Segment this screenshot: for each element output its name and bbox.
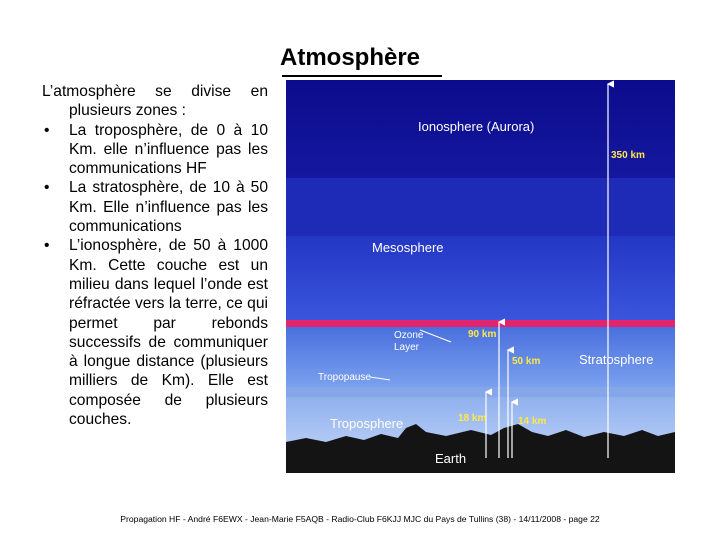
ionosphere-label: Ionosphere (Aurora) xyxy=(418,119,535,134)
tropopause-label: Tropopause xyxy=(318,372,371,383)
bullet-list xyxy=(42,121,268,430)
bullet-dot: • xyxy=(44,121,50,139)
bullet-item-stratosphere xyxy=(42,178,268,236)
ozone-label-line2: Layer xyxy=(394,342,420,353)
body-text xyxy=(42,82,268,429)
bullet-text: La troposphère, de 0 à 10 Km. elle n’influence pas les communications HF xyxy=(69,121,268,178)
alt-90km-label: 90 km xyxy=(468,329,497,340)
tropopause-band xyxy=(286,387,675,397)
alt-14km-label: 14 km xyxy=(518,416,547,427)
slide-title: Atmosphère xyxy=(280,44,421,71)
bullet-item-ionosphere xyxy=(42,236,268,429)
intro-paragraph: L’atmosphère se divise en plusieurs zones : xyxy=(42,83,268,120)
bullet-text: La stratosphère, de 10 à 50 Km. Elle n’influence pas les communications xyxy=(69,179,268,236)
alt-350km-label: 350 km xyxy=(611,150,645,161)
ozone-layer-band xyxy=(286,320,675,327)
troposphere-label: Troposphere xyxy=(330,416,404,431)
title-underline xyxy=(282,75,442,77)
mesosphere-layer xyxy=(286,236,675,320)
bullet-dot: • xyxy=(44,237,50,255)
atmosphere-diagram xyxy=(286,80,675,473)
slide-footer: Propagation HF - André F6EWX - Jean-Marie F5AQB - Radio-Club F6KJJ MJC du Pays de Tullins (38) - 14/11/2008 - page 22 xyxy=(120,514,600,524)
alt-50km-label: 50 km xyxy=(512,356,541,367)
ionosphere-lower-band xyxy=(286,178,675,236)
earth-label: Earth xyxy=(435,451,467,466)
ozone-label-line1: Ozone xyxy=(394,330,424,341)
stratosphere-label: Stratosphere xyxy=(579,352,654,367)
mesosphere-label: Mesosphere xyxy=(372,240,444,255)
bullet-item-troposphere xyxy=(42,121,268,179)
alt-18km-label: 18 km xyxy=(458,413,487,424)
bullet-dot: • xyxy=(44,179,50,197)
bullet-text: L’ionosphère, de 50 à 1000 Km. Cette couche est un milieu dans lequel l’onde est réfractée vers la terre, ce qui permet par rebonds successifs de communiquer à longue distance (plusieurs milliers de Km). Elle est composée de plusieurs couches. xyxy=(69,237,268,429)
